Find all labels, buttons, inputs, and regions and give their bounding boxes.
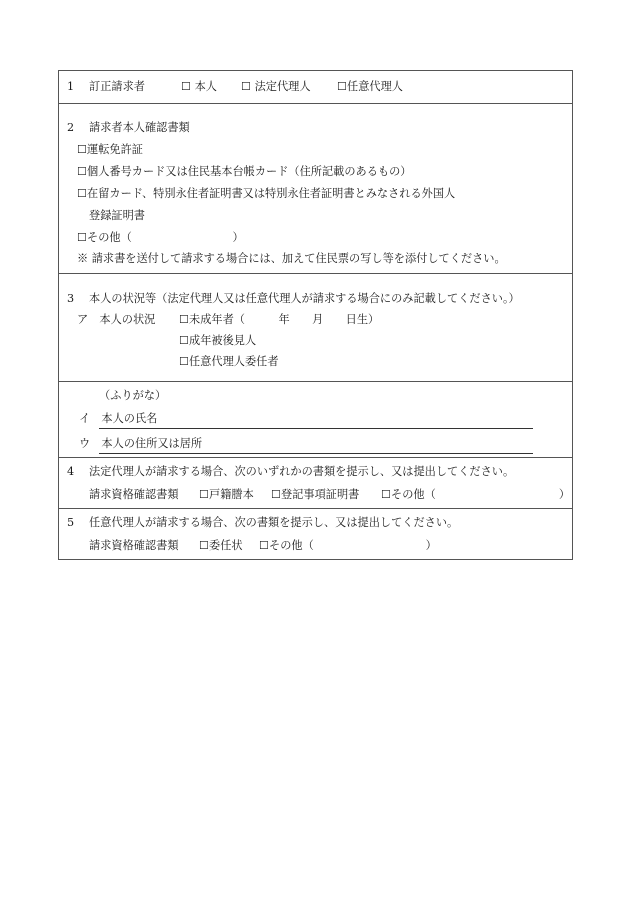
checkbox-minor[interactable]: ☐未成年者（ 年 月 日生） (179, 313, 380, 326)
section-2-number: 2 (67, 121, 75, 134)
section-4-number: 4 (67, 465, 75, 478)
checkbox-voluntary-representative[interactable]: ☐任意代理人 (337, 80, 403, 93)
section-5-heading (67, 516, 458, 530)
section-5-voluntary-representative (59, 509, 572, 559)
section-4-legal-representative (59, 458, 572, 509)
section-2-title: 請求者本人確認書類 (89, 121, 190, 134)
principal-address-field[interactable] (99, 453, 533, 454)
checkbox-registry-certificate[interactable]: ☐登記事項証明書 (271, 488, 360, 501)
section-4-docs-label: 請求資格確認書類 (89, 488, 179, 501)
principal-status-label: ア 本人の状況 (77, 313, 156, 326)
section-5-number: 5 (67, 516, 75, 529)
checkbox-drivers-license[interactable]: ☐運転免許証 (77, 143, 143, 156)
checkbox-voluntary-delegator[interactable]: ☐任意代理人委任者 (179, 355, 279, 368)
section-1-number: 1 (67, 80, 75, 93)
checkbox-individual-number-card[interactable]: ☐個人番号カード又は住民基本台帳カード（住所記載のあるもの） (77, 165, 412, 178)
section-3-number: 3 (67, 292, 75, 305)
checkbox-family-register[interactable]: ☐戸籍謄本 (199, 488, 254, 501)
checkbox-legal-representative[interactable]: ☐ 法定代理人 (241, 80, 311, 93)
checkbox-section-4-other[interactable]: ☐その他（ ） (381, 488, 571, 501)
furigana-label: （ふりがな） (99, 389, 167, 402)
section-2-identity-documents (59, 104, 572, 274)
section-3-title: 本人の状況等（法定代理人又は任意代理人が請求する場合にのみ記載してください。） (89, 292, 520, 305)
section-1-requester (59, 71, 572, 104)
checkbox-other-document[interactable]: ☐その他（ ） (77, 231, 244, 244)
mailing-note: ※ 請求書を送付して請求する場合には、加えて住民票の写し等を添付してください。 (77, 252, 506, 265)
section-5-title: 任意代理人が請求する場合、次の書類を提示し、又は提出してください。 (89, 516, 459, 529)
principal-address-label: ウ 本人の住所又は居所 (79, 437, 203, 450)
section-5-docs-label: 請求資格確認書類 (89, 539, 179, 552)
principal-name-label: イ 本人の氏名 (79, 412, 158, 425)
section-3-principal-identity (59, 382, 572, 458)
principal-name-field[interactable] (99, 428, 533, 429)
section-1-heading (67, 80, 145, 94)
checkbox-power-of-attorney[interactable]: ☐委任状 (199, 539, 243, 552)
checkbox-section-5-other[interactable]: ☐その他（ ） (259, 539, 437, 552)
section-1-title: 訂正請求者 (89, 80, 145, 93)
section-3-principal-status (59, 274, 572, 382)
correction-request-form (58, 70, 573, 560)
checkbox-self[interactable]: ☐ 本人 (181, 80, 217, 93)
section-4-title: 法定代理人が請求する場合、次のいずれかの書類を提示し、又は提出してください。 (89, 465, 515, 478)
section-3-heading (67, 292, 520, 306)
checkbox-adult-ward[interactable]: ☐成年被後見人 (179, 334, 257, 347)
section-2-heading (67, 121, 190, 135)
section-4-heading (67, 465, 514, 479)
checkbox-residence-card[interactable]: ☐在留カード、特別永住者証明書又は特別永住者証明書とみなされる外国人 (77, 187, 456, 200)
residence-card-continuation: 登録証明書 (89, 209, 145, 222)
